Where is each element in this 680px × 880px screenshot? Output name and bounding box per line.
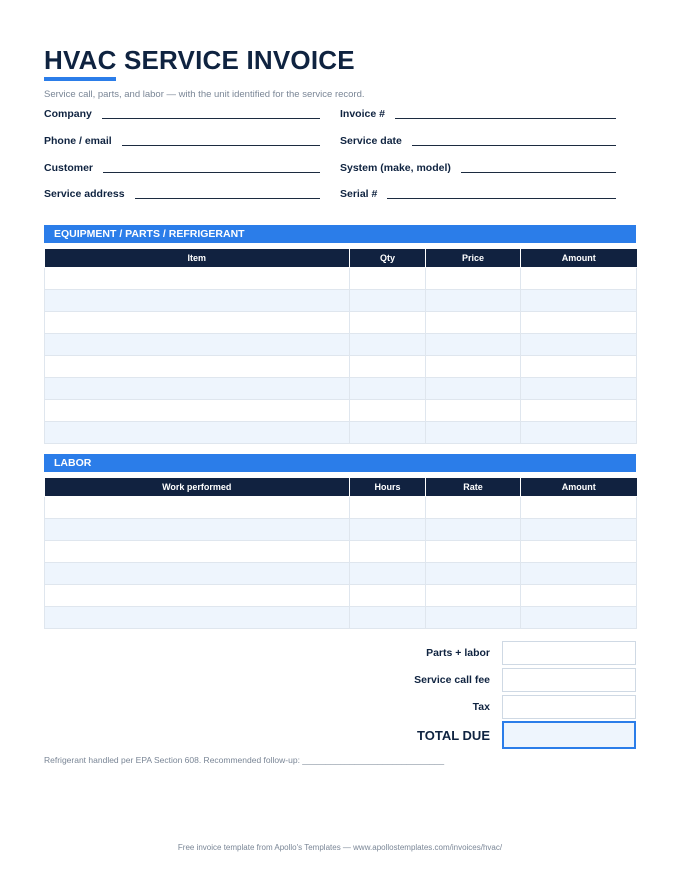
price-cell[interactable] <box>426 311 521 333</box>
price-cell[interactable] <box>426 289 521 311</box>
amount-cell[interactable] <box>521 355 637 377</box>
phone-email-label: Phone / email <box>44 135 112 147</box>
equipment-col-qty: Qty <box>350 249 426 267</box>
table-row <box>45 584 637 606</box>
tax-label: Tax <box>472 701 490 713</box>
service-date-field[interactable] <box>340 131 616 147</box>
service-call-fee-label: Service call fee <box>414 674 490 686</box>
amount-cell[interactable] <box>521 421 637 443</box>
item-cell[interactable] <box>45 333 350 355</box>
qty-cell[interactable] <box>350 289 426 311</box>
work-cell[interactable] <box>45 606 350 628</box>
price-cell[interactable] <box>426 421 521 443</box>
hours-cell[interactable] <box>350 540 426 562</box>
price-cell[interactable] <box>426 355 521 377</box>
qty-cell[interactable] <box>350 377 426 399</box>
amount-cell[interactable] <box>521 267 637 289</box>
service-address-label: Service address <box>44 188 125 200</box>
customer-label: Customer <box>44 162 94 174</box>
invoice-number-label: Invoice # <box>340 108 385 120</box>
amount-cell[interactable] <box>521 399 637 421</box>
phone-email-field[interactable] <box>44 131 320 147</box>
table-row <box>45 518 637 540</box>
tax-row <box>380 695 636 719</box>
item-cell[interactable] <box>45 267 350 289</box>
amount-cell[interactable] <box>521 496 637 518</box>
service-date-label: Service date <box>340 135 402 147</box>
labor-col-work: Work performed <box>45 478 350 496</box>
labor-col-rate: Rate <box>426 478 521 496</box>
service-address-line[interactable] <box>135 198 320 199</box>
rate-cell[interactable] <box>426 540 521 562</box>
amount-cell[interactable] <box>521 518 637 540</box>
company-line[interactable] <box>102 118 320 119</box>
company-field[interactable] <box>44 104 320 120</box>
labor-col-amount: Amount <box>521 478 637 496</box>
equipment-col-amount: Amount <box>521 249 637 267</box>
qty-cell[interactable] <box>350 267 426 289</box>
work-cell[interactable] <box>45 496 350 518</box>
price-cell[interactable] <box>426 267 521 289</box>
customer-field[interactable] <box>44 158 320 174</box>
page-subtitle: Service call, parts, and labor — with the unit identified for the service record. <box>44 89 365 100</box>
labor-rows <box>45 496 637 628</box>
rate-cell[interactable] <box>426 584 521 606</box>
table-row <box>45 540 637 562</box>
refrigerant-note: Refrigerant handled per EPA Section 608. Recommended follow-up: ______________________________ <box>44 755 445 765</box>
amount-cell[interactable] <box>521 606 637 628</box>
table-row <box>45 496 637 518</box>
footer-credit: Free invoice template from Apollo's Templates — www.apollostemplates.com/invoices/hvac/ <box>177 843 503 852</box>
parts-labor-label: Parts + labor <box>426 647 490 659</box>
rate-cell[interactable] <box>426 518 521 540</box>
equipment-col-price: Price <box>426 249 521 267</box>
table-row <box>45 377 637 399</box>
table-row <box>45 421 637 443</box>
item-cell[interactable] <box>45 289 350 311</box>
system-line[interactable] <box>461 172 616 173</box>
table-row <box>45 562 637 584</box>
total-due-label: TOTAL DUE <box>417 727 490 743</box>
item-cell[interactable] <box>45 399 350 421</box>
service-call-fee-box[interactable] <box>502 668 636 692</box>
equipment-col-item: Item <box>45 249 350 267</box>
amount-cell[interactable] <box>521 562 637 584</box>
invoice-number-field[interactable] <box>340 104 616 120</box>
table-row <box>45 355 637 377</box>
labor-section-header: LABOR <box>44 454 636 472</box>
equipment-table <box>44 249 637 444</box>
amount-cell[interactable] <box>521 289 637 311</box>
price-cell[interactable] <box>426 333 521 355</box>
service-call-fee-row <box>380 668 636 692</box>
equipment-section-header: EQUIPMENT / PARTS / REFRIGERANT <box>44 225 636 243</box>
hours-cell[interactable] <box>350 584 426 606</box>
item-cell[interactable] <box>45 377 350 399</box>
phone-email-line[interactable] <box>122 145 320 146</box>
title-accent-bar <box>44 77 116 81</box>
amount-cell[interactable] <box>521 333 637 355</box>
tax-box[interactable] <box>502 695 636 719</box>
qty-cell[interactable] <box>350 399 426 421</box>
qty-cell[interactable] <box>350 355 426 377</box>
rate-cell[interactable] <box>426 562 521 584</box>
serial-number-label: Serial # <box>340 188 378 200</box>
table-row <box>45 311 637 333</box>
parts-labor-box[interactable] <box>502 641 636 665</box>
amount-cell[interactable] <box>521 377 637 399</box>
work-cell[interactable] <box>45 518 350 540</box>
item-cell[interactable] <box>45 311 350 333</box>
table-row <box>45 333 637 355</box>
hours-cell[interactable] <box>350 606 426 628</box>
rate-cell[interactable] <box>426 606 521 628</box>
customer-line[interactable] <box>103 172 320 173</box>
service-date-line[interactable] <box>412 145 616 146</box>
rate-cell[interactable] <box>426 496 521 518</box>
total-due-box[interactable] <box>502 721 636 749</box>
qty-cell[interactable] <box>350 421 426 443</box>
amount-cell[interactable] <box>521 584 637 606</box>
table-row <box>45 399 637 421</box>
serial-number-field[interactable] <box>340 184 616 200</box>
service-address-field[interactable] <box>44 184 320 200</box>
hours-cell[interactable] <box>350 562 426 584</box>
table-row <box>45 267 637 289</box>
item-cell[interactable] <box>45 421 350 443</box>
equipment-rows <box>45 267 637 443</box>
table-row <box>45 606 637 628</box>
work-cell[interactable] <box>45 562 350 584</box>
work-cell[interactable] <box>45 540 350 562</box>
hours-cell[interactable] <box>350 496 426 518</box>
system-label: System (make, model) <box>340 162 451 174</box>
price-cell[interactable] <box>426 377 521 399</box>
company-label: Company <box>44 108 92 120</box>
parts-labor-row <box>380 641 636 665</box>
hours-cell[interactable] <box>350 518 426 540</box>
work-cell[interactable] <box>45 584 350 606</box>
item-cell[interactable] <box>45 355 350 377</box>
serial-number-line[interactable] <box>387 198 616 199</box>
invoice-number-line[interactable] <box>395 118 616 119</box>
qty-cell[interactable] <box>350 333 426 355</box>
total-due-row <box>380 721 636 749</box>
price-cell[interactable] <box>426 399 521 421</box>
labor-table <box>44 478 637 629</box>
labor-col-hours: Hours <box>350 478 426 496</box>
amount-cell[interactable] <box>521 311 637 333</box>
system-field[interactable] <box>340 158 616 174</box>
amount-cell[interactable] <box>521 540 637 562</box>
qty-cell[interactable] <box>350 311 426 333</box>
table-row <box>45 289 637 311</box>
page-title: HVAC SERVICE INVOICE <box>44 45 355 75</box>
